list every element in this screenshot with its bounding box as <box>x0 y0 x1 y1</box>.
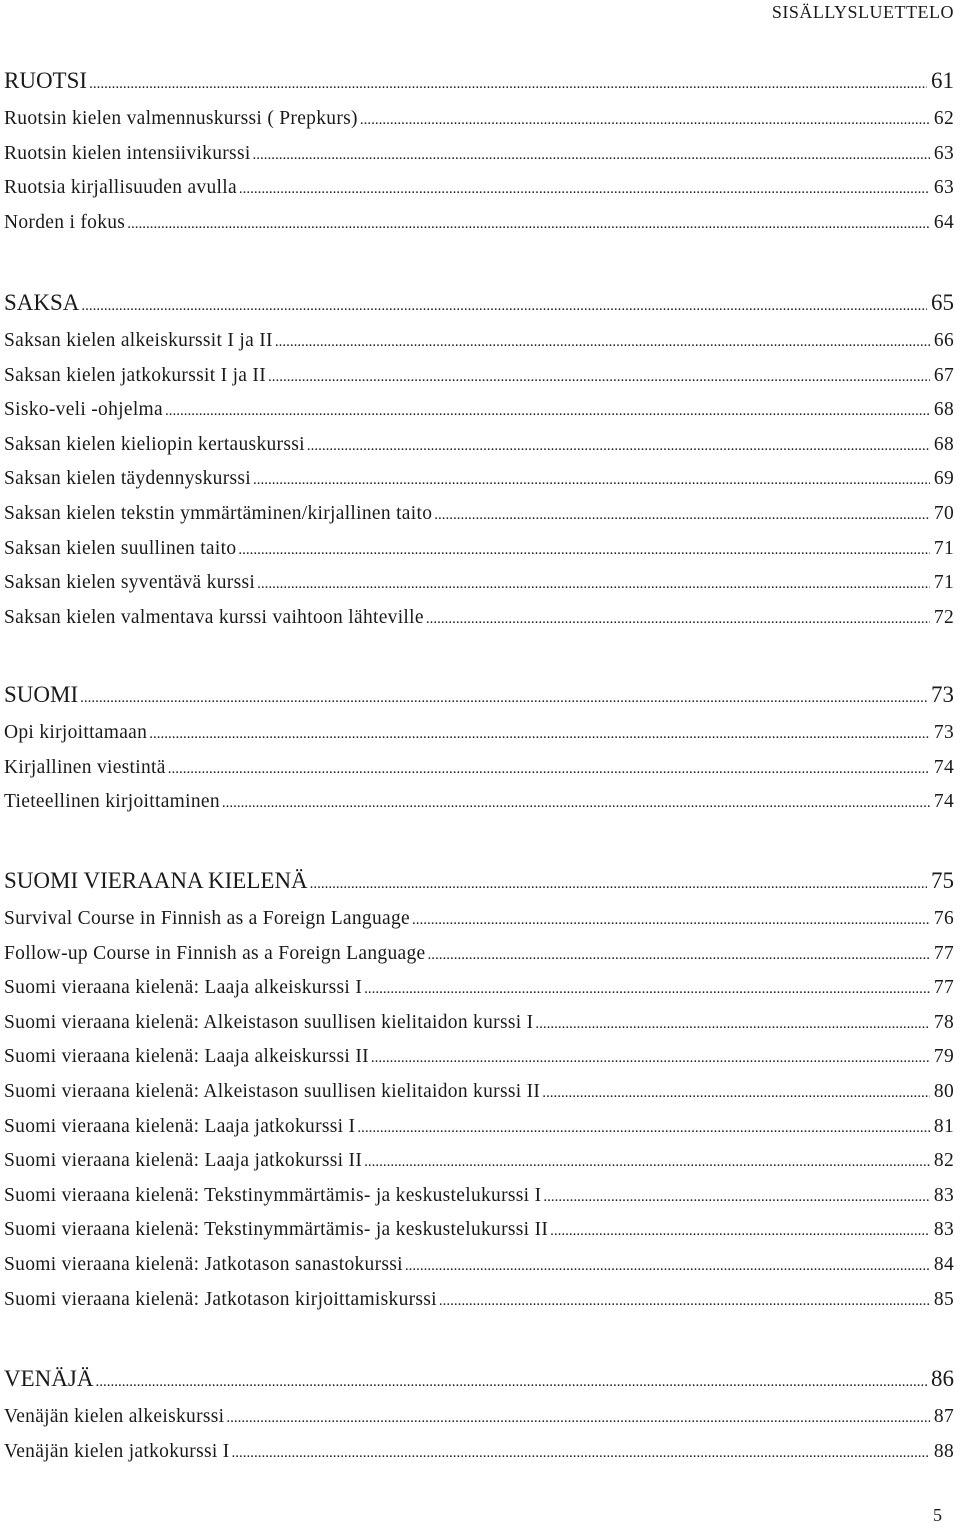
dot-leader <box>427 947 929 964</box>
toc-entry-page: 74 <box>933 791 954 813</box>
toc-entry-label: Sisko-veli -ohjelma <box>4 399 163 421</box>
dot-leader <box>426 611 930 628</box>
toc-entry[interactable] <box>4 1150 954 1172</box>
toc-entry-page: 82 <box>933 1150 954 1172</box>
toc-entry[interactable] <box>4 330 954 352</box>
dot-leader <box>253 147 930 164</box>
dot-leader <box>364 1154 930 1171</box>
dot-leader <box>268 369 930 386</box>
toc-entry-page: 63 <box>933 142 954 164</box>
toc-entry[interactable] <box>4 1046 954 1068</box>
dot-leader <box>357 1120 930 1137</box>
dot-leader <box>89 76 927 93</box>
toc-entry[interactable] <box>4 977 954 999</box>
toc-entry[interactable] <box>4 908 954 930</box>
toc-entry-page: 80 <box>933 1081 954 1102</box>
toc-entry-label: Ruotsin kielen intensiivikurssi <box>4 142 251 164</box>
toc-section-heading[interactable] <box>4 68 954 94</box>
toc-entry[interactable] <box>4 791 954 813</box>
toc-entry[interactable] <box>4 943 954 965</box>
dot-leader <box>439 1293 930 1310</box>
running-header: SISÄLLYSLUETTELO <box>771 2 954 22</box>
toc-entry-label: Saksan kielen valmentava kurssi vaihtoon lähteville <box>4 606 424 628</box>
toc-entry-label: Saksan kielen suullinen taito <box>4 537 237 559</box>
toc-entry-label: Survival Course in Finnish as a Foreign Language <box>4 908 410 929</box>
toc-entry[interactable] <box>4 1406 954 1428</box>
toc-entry-label: Suomi vieraana kielenä: Jatkotason kirjoittamiskurssi <box>4 1288 437 1310</box>
toc-entry[interactable] <box>4 434 954 456</box>
toc-entry[interactable] <box>4 1219 954 1241</box>
toc-entry-label: Follow-up Course in Finnish as a Foreign Language <box>4 942 426 964</box>
toc-entry-page: 87 <box>933 1406 954 1427</box>
toc-entry-page: 63 <box>933 177 954 199</box>
toc-entry-page: 77 <box>933 942 954 964</box>
toc-entry[interactable] <box>4 1116 954 1138</box>
dot-leader <box>543 1189 930 1206</box>
dot-leader <box>542 1085 930 1102</box>
toc-section-heading[interactable] <box>4 290 954 316</box>
toc-entry[interactable] <box>4 757 954 779</box>
toc-entry-page: 67 <box>933 364 954 386</box>
toc-entry-label: Suomi vieraana kielenä: Laaja jatkokurssi II <box>4 1150 363 1172</box>
dot-leader <box>307 438 930 455</box>
dot-leader <box>168 761 930 778</box>
toc-entry-label: Saksan kielen tekstin ymmärtäminen/kirjallinen taito <box>4 503 433 524</box>
dot-leader <box>232 1445 930 1462</box>
toc-entry[interactable] <box>4 1254 954 1276</box>
dot-leader <box>371 1050 930 1067</box>
toc-entry-page: 83 <box>933 1184 954 1206</box>
toc-entry[interactable] <box>4 538 954 560</box>
toc-entry-label: Saksan kielen täydennyskurssi <box>4 468 251 490</box>
dot-leader <box>434 507 930 524</box>
toc-entry-page: 76 <box>933 908 954 929</box>
toc-entry-label: Saksan kielen syventävä kurssi <box>4 572 256 594</box>
toc-section-heading-page: 65 <box>931 290 954 315</box>
toc-entry-label: Saksan kielen kieliopin kertauskurssi <box>4 433 305 455</box>
toc-entry[interactable] <box>4 177 954 199</box>
dot-leader <box>165 403 930 420</box>
toc-entry-label: Suomi vieraana kielenä: Tekstinymmärtämis- ja keskustelukurssi I <box>4 1184 542 1206</box>
toc-section-heading[interactable] <box>4 682 954 708</box>
dot-leader <box>405 1258 930 1275</box>
toc-entry-label: Venäjän kielen jatkokurssi I <box>4 1440 230 1462</box>
toc-entry[interactable] <box>4 143 954 165</box>
toc-entry[interactable] <box>4 722 954 744</box>
dot-leader <box>80 690 927 707</box>
toc-entry-label: Opi kirjoittamaan <box>4 722 148 743</box>
dot-leader <box>127 216 930 233</box>
toc-entry-page: 66 <box>933 330 954 351</box>
dot-leader <box>275 334 930 351</box>
dot-leader <box>95 1374 927 1391</box>
toc-entry-label: Ruotsin kielen valmennuskurssi ( Prepkurs) <box>4 108 358 129</box>
toc-entry[interactable] <box>4 607 954 629</box>
toc-entry-page: 88 <box>933 1440 954 1462</box>
toc-entry-page: 79 <box>933 1046 954 1068</box>
dot-leader <box>535 1016 929 1033</box>
toc-entry-page: 70 <box>933 503 954 524</box>
toc-entry-label: Tieteellinen kirjoittaminen <box>4 791 220 813</box>
dot-leader <box>253 472 930 489</box>
toc-entry-page: 74 <box>933 756 954 778</box>
toc-section-heading-label: VENÄJÄ <box>4 1366 94 1391</box>
dot-leader <box>550 1223 930 1240</box>
toc-entry-page: 64 <box>933 211 954 233</box>
dot-leader <box>226 1410 930 1427</box>
dot-leader <box>81 298 927 315</box>
dot-leader <box>149 726 930 743</box>
dot-leader <box>364 981 930 998</box>
toc-section-heading-label: RUOTSI <box>4 68 88 93</box>
dot-leader <box>222 795 930 812</box>
toc-entry-label: Venäjän kielen alkeiskurssi <box>4 1406 225 1427</box>
dot-leader <box>360 112 930 129</box>
toc-entry[interactable] <box>4 399 954 421</box>
toc-entry-page: 81 <box>933 1115 954 1137</box>
dot-leader <box>412 912 930 929</box>
toc-section-heading-label: SUOMI VIERAANA KIELENÄ <box>4 868 308 893</box>
toc-entry-page: 78 <box>933 1011 954 1033</box>
toc-entry-page: 77 <box>933 977 954 999</box>
toc-entry-page: 68 <box>933 399 954 421</box>
toc-entry-page: 83 <box>933 1219 954 1241</box>
dot-leader <box>239 181 930 198</box>
toc-section-heading-label: SUOMI <box>4 682 79 707</box>
toc-entry[interactable] <box>4 108 954 130</box>
toc-entry-page: 71 <box>933 572 954 594</box>
toc-entry[interactable] <box>4 503 954 525</box>
toc-entry[interactable] <box>4 1441 954 1463</box>
toc-entry-label: Suomi vieraana kielenä: Laaja alkeiskurssi II <box>4 1046 369 1068</box>
toc-entry[interactable] <box>4 572 954 594</box>
toc-section-heading[interactable] <box>4 1366 954 1392</box>
toc-section-heading[interactable] <box>4 868 954 894</box>
page-number: 5 <box>933 1505 942 1525</box>
toc-entry-label: Ruotsia kirjallisuuden avulla <box>4 177 237 199</box>
toc-entry[interactable] <box>4 1081 954 1103</box>
toc-entry-label: Suomi vieraana kielenä: Jatkotason sanastokurssi <box>4 1254 403 1275</box>
toc-section-heading-page: 61 <box>931 68 954 93</box>
toc-entry[interactable] <box>4 468 954 490</box>
toc-entry-label: Saksan kielen alkeiskurssit I ja II <box>4 330 273 351</box>
toc-entry-page: 62 <box>933 108 954 129</box>
toc-entry-page: 84 <box>933 1254 954 1275</box>
toc-entry-label: Suomi vieraana kielenä: Alkeistason suullisen kielitaidon kurssi I <box>4 1011 534 1033</box>
dot-leader <box>257 576 930 593</box>
toc-entry-label: Suomi vieraana kielenä: Tekstinymmärtämis- ja keskustelukurssi II <box>4 1219 549 1241</box>
toc-entry-label: Suomi vieraana kielenä: Laaja alkeiskurssi I <box>4 977 363 999</box>
toc-entry-label: Suomi vieraana kielenä: Laaja jatkokurssi I <box>4 1115 356 1137</box>
toc-entry-page: 68 <box>933 433 954 455</box>
toc-entry[interactable] <box>4 1012 954 1034</box>
toc-entry-page: 71 <box>933 537 954 559</box>
toc-entry[interactable] <box>4 1289 954 1311</box>
toc-entry-page: 72 <box>933 606 954 628</box>
toc-entry-label: Norden i fokus <box>4 211 126 233</box>
toc-entry[interactable] <box>4 365 954 387</box>
toc-entry-page: 85 <box>933 1288 954 1310</box>
toc-entry-label: Saksan kielen jatkokurssit I ja II <box>4 364 267 386</box>
toc-section-heading-page: 73 <box>931 682 954 707</box>
toc-section-heading-label: SAKSA <box>4 290 80 315</box>
toc-section-heading-page: 86 <box>931 1366 954 1391</box>
toc-entry[interactable] <box>4 212 954 234</box>
toc-entry-label: Kirjallinen viestintä <box>4 756 166 778</box>
toc-section-heading-page: 75 <box>931 868 954 893</box>
dot-leader <box>238 542 930 559</box>
toc-entry[interactable] <box>4 1185 954 1207</box>
dot-leader <box>310 876 927 893</box>
toc-entry-label: Suomi vieraana kielenä: Alkeistason suullisen kielitaidon kurssi II <box>4 1081 541 1102</box>
toc-entry-page: 69 <box>933 468 954 490</box>
toc-entry-page: 73 <box>933 722 954 743</box>
